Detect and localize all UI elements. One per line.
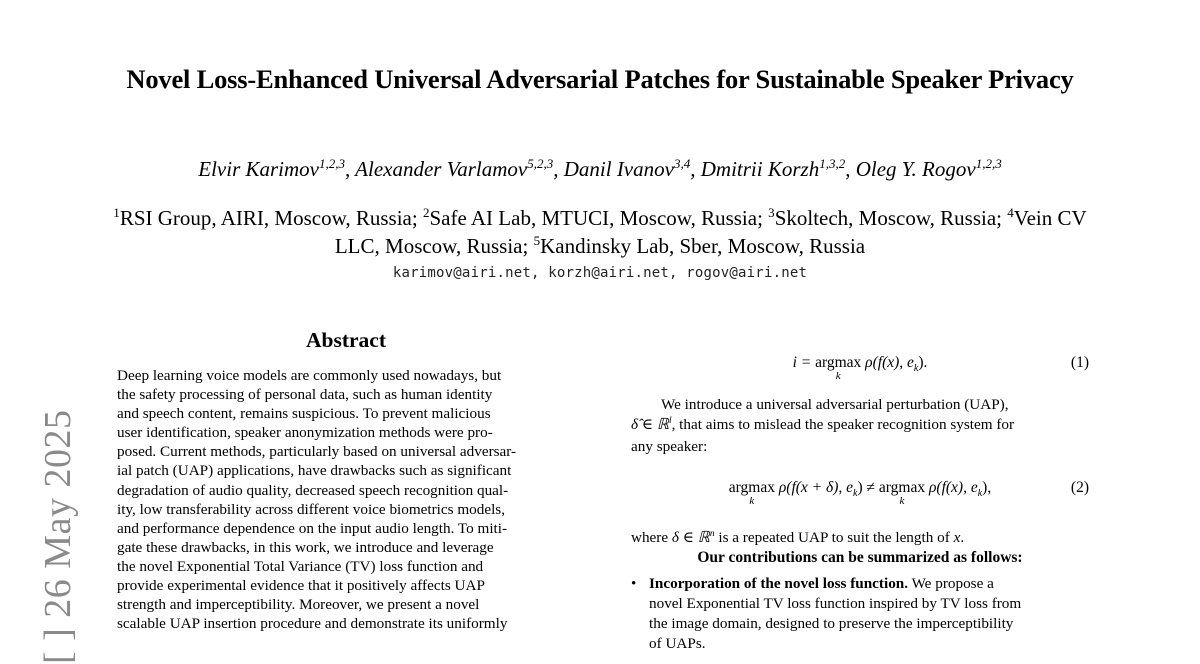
equation-number: (2) <box>1070 479 1089 496</box>
abstract-line: strength and imperceptibility. Moreover, we present a novel <box>117 596 480 614</box>
abstract-heading: Abstract <box>305 328 386 352</box>
paper-title: Novel Loss-Enhanced Universal Adversarial Patches for Sustainable Speaker Privacy <box>126 64 1074 94</box>
equation-end: ), <box>982 479 992 496</box>
affiliation-list <box>100 204 1100 260</box>
abstract-line: gate these drawbacks, in this work, we introduce and leverage <box>117 538 494 556</box>
contributions-heading: Our contributions can be summarized as follows: <box>697 549 1023 566</box>
operator-subscript: k <box>899 495 905 507</box>
paragraph-uap-line3: any speaker: <box>631 438 708 455</box>
inline-math: x <box>953 529 961 546</box>
abstract-body <box>117 366 575 633</box>
paragraph-line: We introduce a universal adversarial perturbation (UAP), <box>661 396 1009 413</box>
abstract-line: the novel Exponential Total Variance (TV) loss function and <box>117 557 484 575</box>
argmax-operator: argmax <box>815 354 862 371</box>
operator-subscript: k <box>835 370 841 382</box>
bullet-line: We propose a <box>908 575 994 592</box>
author-name: Oleg Y. Rogov <box>855 157 976 181</box>
paragraph-text: , that aims to mislead the speaker recognition system for <box>671 416 1015 433</box>
affiliation-number: 3 <box>768 204 775 220</box>
affiliation-text: Vein CV LLC, Moscow, Russia; <box>334 206 1087 258</box>
abstract-line: degradation of audio quality, decreased speech recognition qual- <box>117 481 509 499</box>
affiliation-text: Skoltech, Moscow, Russia; <box>774 206 1002 230</box>
paragraph-text: where <box>631 529 672 546</box>
superscript: l <box>668 416 672 427</box>
bullet-title: Incorporation of the novel loss function. <box>649 575 909 592</box>
equation-1 <box>631 354 1089 388</box>
affiliation-text: Safe AI Lab, MTUCI, Moscow, Russia; <box>429 206 763 230</box>
subscript: k <box>853 488 858 500</box>
inline-math: δ ∈ ℝ <box>671 529 710 546</box>
abstract-line: scalable UAP insertion procedure and demonstrate its uniformly <box>117 615 508 633</box>
equation-rhs: ρ(f(x), e <box>861 354 914 371</box>
abstract-line: the safety processing of personal data, such as human identity <box>117 386 493 404</box>
abstract-line: ity, low transferability across different voice biometrics models, <box>117 500 506 518</box>
author-affiliation: 1,3,2 <box>819 155 846 171</box>
equation-lhs: i = <box>792 354 816 371</box>
paragraph-uap-intro <box>631 395 1089 415</box>
inline-math: δ̂ ∈ ℝ <box>631 416 669 433</box>
abstract-line: and speech content, remains suspicious. To prevent malicious <box>117 405 491 423</box>
equation-2 <box>631 479 1089 513</box>
author-name: Danil Ivanov <box>563 157 674 181</box>
bullet-line: of UAPs. <box>649 635 706 652</box>
paragraph-text: is a repeated UAP to suit the length of <box>714 529 954 546</box>
bullet-line: novel Exponential TV loss function inspired by TV loss from <box>649 595 1022 612</box>
author-name: Dmitrii Korzh <box>700 157 820 181</box>
argmax-operator: argmax <box>728 479 775 496</box>
author-affiliation: 3,4 <box>673 155 691 171</box>
abstract-line: ial patch (UAP) applications, have drawbacks such as significant <box>117 462 512 480</box>
equation-term: ρ(f(x), e <box>925 479 978 496</box>
author-affiliation: 5,2,3 <box>527 155 554 171</box>
abstract-line: provide experimental evidence that it positively affects UAP <box>117 577 485 595</box>
paragraph-uap-line2 <box>631 415 1089 435</box>
not-equal: ) ≠ <box>857 479 879 496</box>
author-emails: karimov@airi.net, korzh@airi.net, rogov@airi.net <box>392 265 808 281</box>
author-affiliation: 1,2,3 <box>975 155 1002 171</box>
affiliation-number: 1 <box>113 204 120 220</box>
operator-subscript: k <box>749 495 755 507</box>
author-name: Alexander Varlamov <box>355 157 528 181</box>
affiliation-text: RSI Group, AIRI, Moscow, Russia; <box>119 206 418 230</box>
subscript: k <box>977 488 983 500</box>
author-affiliation: 1,2,3 <box>319 155 346 171</box>
paragraph-text: . <box>960 529 965 546</box>
author-list: Elvir Karimov$^{1,2,3}$, Alexander Varlamov$^{5,2,3}$, Danil Ivanov$^{3,4}$, Dmitrii Korzh$^{1,3,2}$, Oleg Y. Rogov$^{1,2,3}$ <box>198 155 1002 181</box>
abstract-line: and performance dependence on the input audio length. To miti- <box>117 519 508 537</box>
argmax-operator: argmax <box>878 479 926 496</box>
affiliation-text: Kandinsky Lab, Sber, Moscow, Russia <box>540 234 866 258</box>
equation-number: (1) <box>1070 354 1089 371</box>
subscript: k <box>913 363 919 375</box>
bullet-line: the image domain, designed to preserve the imperceptibility <box>649 615 1014 632</box>
affiliation-number: 5 <box>533 232 541 248</box>
equation-term: ρ(f(x + δ), e <box>774 479 854 496</box>
paragraph-where <box>631 528 1089 548</box>
abstract-line: Deep learning voice models are commonly used nowadays, but <box>117 367 502 384</box>
abstract-line: user identification, speaker anonymization methods were pro- <box>117 424 493 442</box>
superscript: n <box>709 529 715 540</box>
affiliation-number: 2 <box>422 204 430 220</box>
abstract-line: posed. Current methods, particularly based on universal adversar- <box>117 443 517 461</box>
author-name: Elvir Karimov <box>198 157 319 181</box>
affiliation-number: 4 <box>1007 204 1014 220</box>
arxiv-stamp: [ ] 26 May 2025 <box>37 409 79 664</box>
equation-end: ). <box>918 354 928 371</box>
bullet-icon: • <box>631 575 637 592</box>
